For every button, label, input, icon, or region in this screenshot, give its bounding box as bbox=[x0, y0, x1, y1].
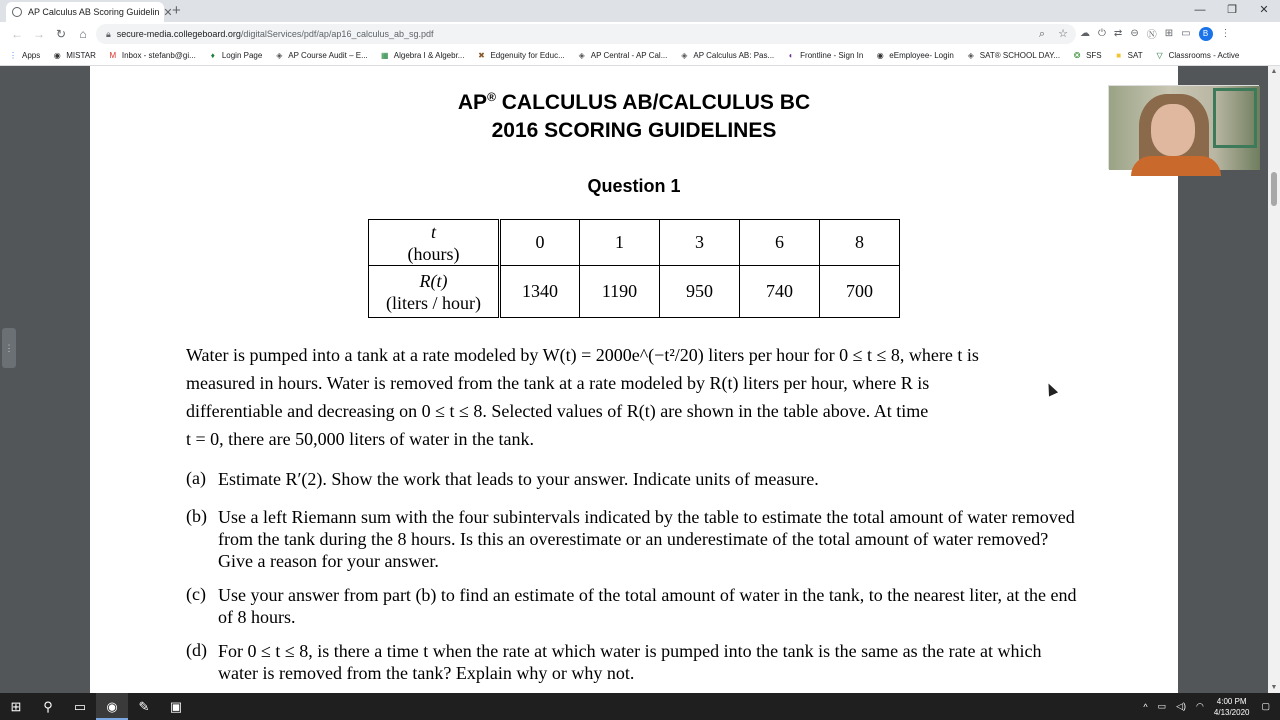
scroll-down-arrow-icon[interactable]: ▼ bbox=[1270, 684, 1278, 691]
table-row-label bbox=[369, 220, 500, 266]
bookmark-item[interactable] bbox=[786, 51, 863, 61]
restore-button[interactable]: ❐ bbox=[1227, 4, 1237, 16]
globe-icon bbox=[12, 7, 22, 17]
profile-avatar[interactable]: B bbox=[1199, 27, 1213, 41]
reload-icon[interactable]: ↻ bbox=[55, 27, 67, 41]
part-label: (b) bbox=[186, 506, 207, 526]
table-row bbox=[369, 220, 900, 266]
bookmark-item[interactable] bbox=[679, 51, 774, 61]
bookmark-item[interactable] bbox=[380, 51, 465, 61]
bookmark-item[interactable] bbox=[476, 51, 564, 61]
bookmark-item[interactable] bbox=[208, 51, 262, 61]
globe-icon: ◉ bbox=[876, 50, 884, 60]
url-path: /digitalServices/pdf/ap/ap16_calculus_ab_sg.pdf bbox=[240, 29, 434, 39]
bookmark-item[interactable] bbox=[8, 51, 40, 61]
bookmark-item[interactable] bbox=[108, 51, 196, 61]
chrome-taskbar-icon[interactable]: ◉ bbox=[96, 693, 128, 720]
part-label: (d) bbox=[186, 640, 207, 660]
problem-text-line: measured in hours. Water is removed from the tank at a rate modeled by R(t) liters per hour, where R is bbox=[186, 373, 930, 393]
frontline-icon: ◐ bbox=[788, 50, 794, 60]
globe-icon: ◉ bbox=[53, 50, 61, 60]
webcam-overlay[interactable] bbox=[1108, 85, 1259, 169]
bookmark-item[interactable] bbox=[966, 51, 1060, 61]
address-bar[interactable] bbox=[96, 24, 1076, 44]
cast-icon[interactable]: ▭ bbox=[1181, 28, 1191, 39]
bookmark-label: Classrooms - Active bbox=[1168, 51, 1240, 60]
bookmark-star-icon[interactable]: ☆ bbox=[1058, 28, 1068, 40]
bookmark-label: Inbox - stefanb@gi... bbox=[121, 51, 196, 60]
bookmarks-bar bbox=[0, 46, 1280, 66]
doc-heading bbox=[90, 90, 1178, 115]
part-label: (c) bbox=[186, 584, 206, 604]
registered-mark: ® bbox=[487, 90, 496, 104]
tab-title: AP Calculus AB Scoring Guidelin bbox=[28, 7, 160, 17]
volume-icon[interactable]: ◁) bbox=[1176, 701, 1187, 711]
system-tray bbox=[1143, 693, 1280, 720]
problem-text-line: Water is pumped into a tank at a rate modeled by W(t) = 2000e^(−t²/20) liters per hour for 0 ≤ t ≤ 8, where t is bbox=[186, 345, 979, 365]
question-title: Question 1 bbox=[587, 176, 681, 196]
bookmark-label: eEmployee- Login bbox=[889, 51, 954, 60]
sfs-icon: ❂ bbox=[1073, 50, 1081, 60]
presenter-shirt bbox=[1131, 156, 1221, 176]
sheets-icon: ▦ bbox=[380, 50, 389, 60]
table-cell: 8 bbox=[820, 220, 900, 266]
power-extension-icon[interactable]: ⏻ bbox=[1098, 28, 1106, 39]
bookmark-item[interactable] bbox=[577, 51, 668, 61]
browser-tab[interactable] bbox=[6, 2, 173, 22]
table-cell: 3 bbox=[660, 220, 740, 266]
omnibox-icons bbox=[1029, 24, 1068, 44]
minimize-button[interactable]: — bbox=[1194, 4, 1206, 16]
extensions-area bbox=[1080, 26, 1231, 41]
new-tab-button[interactable]: + bbox=[172, 2, 181, 19]
bookmark-item[interactable] bbox=[274, 51, 367, 61]
label-var: R(t) bbox=[419, 270, 448, 291]
bookmark-label: Frontline - Sign In bbox=[800, 51, 864, 60]
label-unit: (hours) bbox=[407, 243, 460, 264]
tab-strip bbox=[0, 0, 1280, 22]
table-cell: 0 bbox=[500, 220, 580, 266]
bookmark-label: Apps bbox=[22, 51, 41, 60]
problem-text-line: differentiable and decreasing on 0 ≤ t ≤ 8. Selected values of R(t) are shown in the table above. At time bbox=[186, 401, 929, 421]
scroll-up-arrow-icon[interactable]: ▲ bbox=[1270, 68, 1278, 75]
table-cell: 700 bbox=[820, 266, 900, 318]
gmail-icon: M bbox=[109, 50, 117, 60]
picture-frame bbox=[1213, 88, 1257, 148]
back-icon[interactable]: ← bbox=[11, 27, 23, 41]
lock-icon[interactable]: 🔒︎ bbox=[106, 28, 111, 39]
arrows-extension-icon[interactable]: ⇄ bbox=[1113, 28, 1123, 39]
clock-time: 4:00 PM bbox=[1216, 696, 1247, 706]
clock-date: 4/13/2020 bbox=[1213, 707, 1250, 717]
forward-icon[interactable]: → bbox=[33, 27, 45, 41]
x-icon: ✖ bbox=[478, 50, 485, 60]
part-text: For 0 ≤ t ≤ 8, is there a time t when the rate at which water is pumped into the tank is the same as the rate at which water is removed from the tank? Explain why or why not. bbox=[218, 641, 1042, 683]
problem-text-line: t = 0, there are 50,000 liters of water in the tank. bbox=[186, 429, 535, 449]
minus-circle-extension-icon[interactable]: ⊖ bbox=[1130, 28, 1139, 39]
bookmark-item[interactable] bbox=[875, 51, 953, 61]
wifi-icon[interactable]: ◠ bbox=[1196, 701, 1204, 711]
notifications-icon[interactable]: ▢ bbox=[1261, 701, 1270, 711]
table-cell: 950 bbox=[660, 266, 740, 318]
bookmark-label: SAT® SCHOOL DAY... bbox=[979, 51, 1061, 60]
table-cell: 6 bbox=[740, 220, 820, 266]
leaf-icon: ♦ bbox=[210, 50, 215, 60]
bookmark-label: SAT bbox=[1127, 51, 1143, 60]
part-text: Use your answer from part (b) to find an estimate of the total amount of water in the tank, to the nearest liter, at the end of 8 hours. bbox=[218, 585, 1077, 627]
zoom-icon[interactable]: ⌕ bbox=[1038, 28, 1046, 40]
home-icon[interactable]: ⌂ bbox=[79, 27, 87, 41]
windows-taskbar bbox=[0, 693, 1280, 720]
bookmark-label: Algebra I & Algebr... bbox=[393, 51, 465, 60]
bookmark-label: AP Course Audit – E... bbox=[288, 51, 368, 60]
table-cell: 740 bbox=[740, 266, 820, 318]
screen-recorder-taskbar-icon[interactable]: ✎ bbox=[138, 699, 150, 714]
shield-icon: ◈ bbox=[681, 50, 688, 60]
data-table bbox=[368, 219, 900, 318]
label-var: t bbox=[430, 221, 436, 242]
tray-chevron-icon[interactable]: ^ bbox=[1143, 701, 1148, 712]
bookmark-label: Login Page bbox=[221, 51, 263, 60]
task-view-icon[interactable]: ▭ bbox=[73, 699, 87, 714]
table-row bbox=[369, 266, 900, 318]
sidebar-toggle-handle[interactable]: ⋮ bbox=[2, 328, 16, 368]
part-text: Estimate R′(2). Show the work that leads to your answer. Indicate units of measure. bbox=[218, 469, 819, 489]
bookmark-label: AP Calculus AB: Pas... bbox=[693, 51, 775, 60]
bookmark-item[interactable] bbox=[1155, 51, 1240, 61]
translate-extension-icon[interactable]: Ⓝ bbox=[1146, 30, 1157, 41]
url-host: secure-media.collegeboard.org bbox=[116, 29, 241, 39]
zoom-taskbar-icon[interactable]: ▣ bbox=[169, 699, 183, 714]
part-label: (a) bbox=[186, 468, 206, 488]
nav-buttons bbox=[6, 27, 94, 41]
grid-extension-icon[interactable]: ⊞ bbox=[1164, 28, 1174, 39]
part-text: Use a left Riemann sum with the four subintervals indicated by the table to estimate the total amount of water removed from the tank during the 8 hours. Is this an overestimate or an underestimate of the total amount of water removed? Give a reason for your answer. bbox=[218, 507, 1075, 571]
table-cell: 1190 bbox=[580, 266, 660, 318]
cloud-extension-icon[interactable]: ☁ bbox=[1080, 28, 1090, 39]
network-icon[interactable]: ▭ bbox=[1157, 701, 1167, 711]
scrollbar-thumb[interactable] bbox=[1271, 172, 1277, 206]
vertical-scrollbar[interactable] bbox=[1268, 66, 1280, 693]
apps-grid-icon: ⋮ bbox=[9, 50, 17, 60]
shield-icon: ◈ bbox=[967, 50, 974, 60]
doc-subheading: 2016 SCORING GUIDELINES bbox=[491, 119, 777, 142]
bookmark-item[interactable] bbox=[52, 51, 96, 61]
label-unit: (liters / hour) bbox=[386, 292, 481, 313]
bookmark-label: MISTAR bbox=[66, 51, 96, 60]
bookmark-label: AP Central - AP Cal... bbox=[590, 51, 668, 60]
bookmark-item[interactable] bbox=[1114, 51, 1143, 61]
heading-course: CALCULUS AB/CALCULUS BC bbox=[495, 91, 811, 114]
shield-icon: ◈ bbox=[578, 50, 585, 60]
presenter-face bbox=[1151, 104, 1195, 156]
heading-ap: AP bbox=[457, 91, 488, 114]
shield-icon: ◈ bbox=[276, 50, 283, 60]
windows-start-icon[interactable]: ⊞ bbox=[10, 699, 22, 714]
table-cell: 1340 bbox=[500, 266, 580, 318]
bookmark-item[interactable] bbox=[1072, 51, 1102, 61]
bookmark-label: SFS bbox=[1086, 51, 1102, 60]
search-icon[interactable]: ⚲ bbox=[43, 699, 53, 714]
shield-outline-icon: ▽ bbox=[1156, 50, 1163, 60]
clock[interactable] bbox=[1214, 696, 1250, 718]
menu-kebab-icon[interactable]: ⋮ bbox=[1220, 28, 1231, 39]
close-window-button[interactable]: ✕ bbox=[1259, 4, 1269, 16]
bookmark-label: Edgenuity for Educ... bbox=[490, 51, 565, 60]
table-cell: 1 bbox=[580, 220, 660, 266]
table-row-label bbox=[369, 266, 500, 318]
folder-icon: ■ bbox=[1116, 50, 1122, 60]
window-controls bbox=[1184, 0, 1280, 22]
close-tab-icon[interactable]: ✕ bbox=[163, 6, 173, 19]
